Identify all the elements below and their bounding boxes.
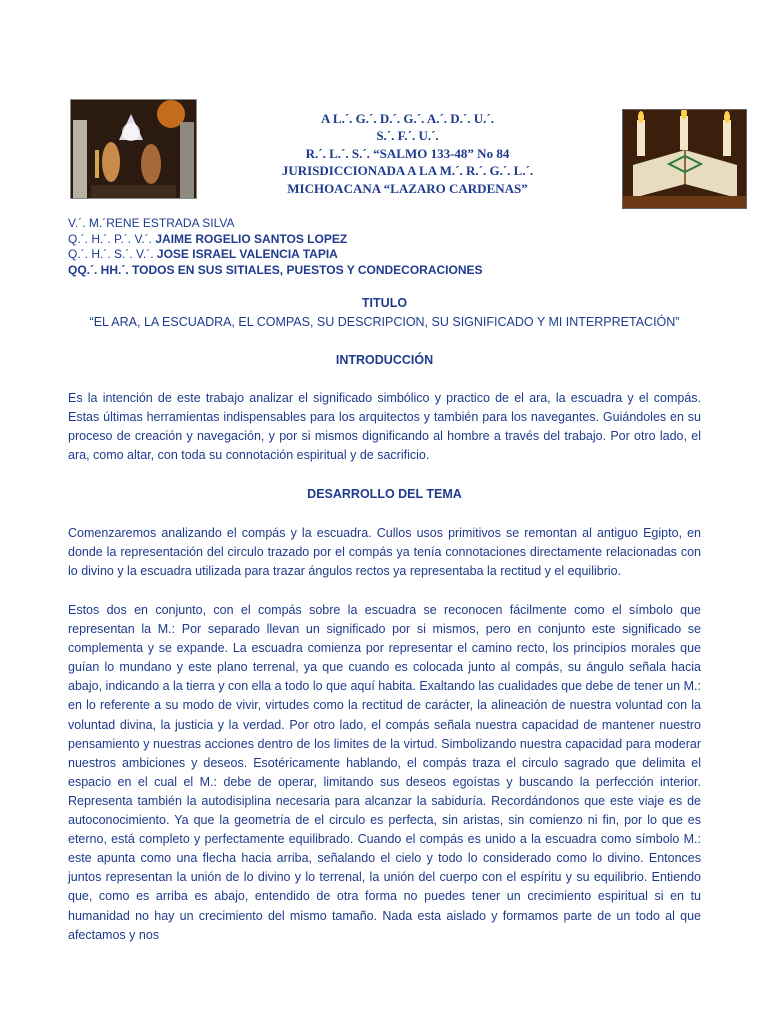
candles-book-illustration-icon [623, 110, 746, 208]
introduccion-heading: INTRODUCCIÓN [335, 353, 434, 367]
desarrollo-paragraph-1: Comenzaremos analizando el compás y la escuadra. Cullos usos primitivos se remontan al antiguo Egipto, en donde la representación del circulo trazado por el compás ya tenía connotaciones directamente relacionadas con lo divino y la escuadra utilizada para trazar ángulos rectos ya representaba la rectitud y el equilibrio. [68, 526, 701, 579]
member-line-2 [68, 232, 708, 248]
member-line-2-name: JAIME ROGELIO SANTOS LOPEZ [155, 231, 348, 246]
member-line-3 [68, 247, 708, 263]
member-line-4 [68, 263, 708, 279]
header-line-4: JURISDICCIONADA A LA M.´. R.´. G.´. L.´. [281, 163, 534, 179]
lodge-header [230, 110, 585, 197]
titulo-text: “EL ARA, LA ESCUADRA, EL COMPAS, SU DESCRIPCION, SU SIGNIFICADO Y MI INTERPRETACIÓN” [89, 315, 680, 329]
header-line-2: S.´. F.´. U.´. [376, 128, 439, 144]
temple-illustration-icon [71, 100, 196, 198]
titulo-heading: TITULO [361, 296, 408, 310]
member-line-3-prefix: Q.´. H.´. S.´. V.´. [68, 247, 157, 261]
header-line-5: MICHOACANA “LAZARO CARDENAS” [287, 180, 528, 196]
member-line-4-text: QQ.´. HH.´. TODOS EN SUS SITIALES, PUESTOS Y CONDECORACIONES [68, 262, 483, 277]
member-line-3-name: JOSE ISRAEL VALENCIA TAPIA [156, 247, 338, 261]
candles-book-image [622, 109, 747, 209]
members-list [68, 216, 708, 278]
desarrollo-heading: DESARROLLO DEL TEMA [307, 487, 462, 501]
member-line-1: V.´. M.´RENE ESTRADA SILVA [68, 216, 235, 230]
member-line-2-prefix: Q.´. H.´. P.´. V.´. [68, 231, 156, 246]
header-line-1: A L.´. G.´. D.´. G.´. A.´. D.´. U.´. [321, 111, 494, 126]
header-line-3: R.´. L.´. S.´. “SALMO 133-48” No 84 [305, 145, 510, 161]
desarrollo-paragraph-2: Estos dos en conjunto, con el compás sobre la escuadra se reconocen fácilmente como el símbolo que representan la M.: Por separado llevan un significado por si mismos, pero en conjunto este significado se complementa y se expande. La escuadra comienza por representar el camino recto, los principios morales que guían lo mundano y este plano terrenal, ya que cuando es colocada junto al compás, su ángulo señala hacia abajo, indicando a la tierra y con ella a todo lo que aquí habita. Exaltando las cualidades que debe de tener un M.: en lo referente a su modo de vivir, virtudes como la rectitud de carácter, la alineación de nuestra voluntad con la voluntad divina, la justicia y la verdad. Por otro lado, el compás señala nuestra capacidad de mantener nuestro pensamiento y nuestras acciones dentro de los limites de la virtud. Simbolizando nuestra capacidad para moderar nuestros ambiciones y deseos. Esotéricamente hablando, el compás traza el circulo sagrado que delimita el espacio en el cual el M.: debe de operar, limitando sus deseos egoístas y buscando la perfección interior. Representa también la autodisiplina necesaria para alcanzar la sabiduría. Recordándonos que este viaje es de autoconocimiento. Ya que la geometría de el circulo es perfecta, sin aristas, sin comienzo ni fin, por lo que es eterno, está completo y perfectamente equilibrado. Cuando el compás es unido a la escuadra como símbolo M.: este apunta como una flecha hacia arriba, señalando el cielo y todo lo considerado como lo divino. Entonces juntos representan la unión de lo divino y lo terrenal, la unión del cuerpo con el espíritu y su equilibrio. Entiendo que, como es arriba es abajo, entendido de otra forma no puedes tener un crecimiento espiritual si en tu humanidad no hay un crecimiento del mismo tamaño. Nada esta aislado y formamos parte de un todo al que afectamos y nos [68, 603, 701, 942]
masonic-temple-image [70, 99, 197, 199]
introduccion-paragraph: Es la intención de este trabajo analizar el significado simbólico y practico de el ara, la escuadra y el compás. Estas últimas herramientas indispensables para los arquitectos y también para los navegantes. Guiándoles en su proceso de creación y navegación, y por si mismos dignificando al hombre a través del trabajo. Por otro lado, el ara, como altar, con toda su connotación espiritual y de sacrificio. [68, 391, 701, 463]
